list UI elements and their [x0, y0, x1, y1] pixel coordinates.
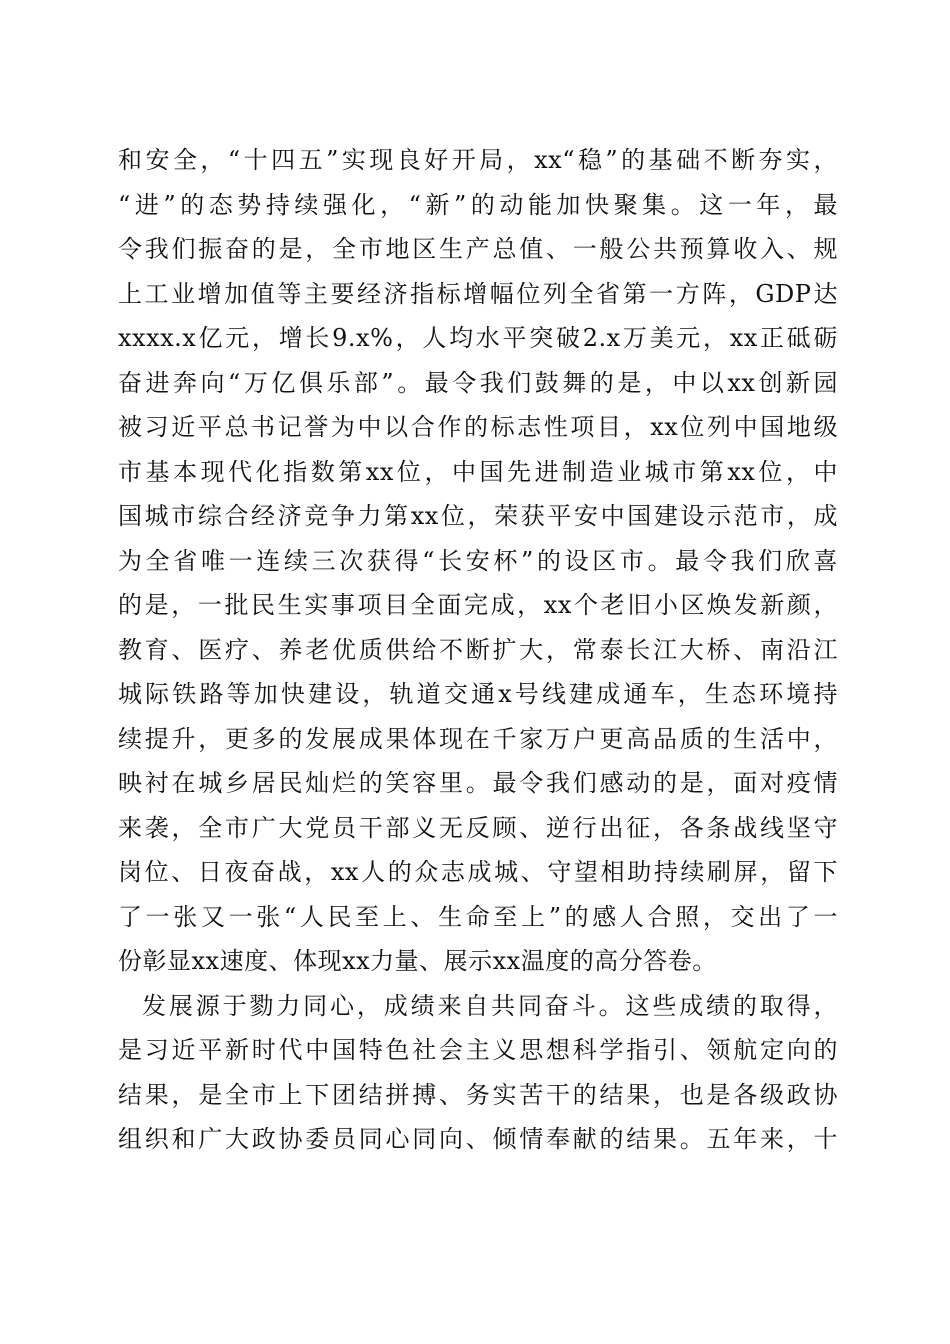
- text-line: 的是，一批民生实事项目全面完成，xx个老旧小区焕发新颜，: [118, 591, 838, 619]
- text-line: 和安全，“十四五”实现良好开局，xx“稳”的基础不断夯实，: [118, 146, 838, 174]
- text-line: 上工业增加值等主要经济指标增幅位列全省第一方阵，GDP达: [118, 279, 838, 308]
- text-line: 发展源于勠力同心，成绩来自共同奋斗。这些成绩的取得，: [142, 991, 838, 1020]
- text-line: xxxx.x亿元，增长9.x%，人均水平突破2.x万美元，xx正砥砺: [118, 324, 838, 352]
- paragraph-1: [118, 138, 838, 984]
- text-line: 是习近平新时代中国特色社会主义思想科学指引、领航定向的: [118, 1036, 838, 1064]
- body-text: [118, 138, 838, 1162]
- text-line: 份彰显xx速度、体现xx力量、展示xx温度的高分答卷。: [118, 947, 717, 975]
- text-line: 国城市综合经济竞争力第xx位，荣获平安中国建设示范市，成: [118, 502, 838, 530]
- text-line: 奋进奔向“万亿俱乐部”。最令我们鼓舞的是，中以xx创新园: [118, 368, 838, 397]
- text-line: 组织和广大政协委员同心同向、倾情奉献的结果。五年来，十: [118, 1125, 838, 1153]
- text-line: 令我们振奋的是，全市地区生产总值、一般公共预算收入、规: [118, 235, 838, 263]
- text-line: 被习近平总书记誉为中以合作的标志性项目，xx位列中国地级: [118, 413, 838, 441]
- text-line: “进”的态势持续强化，“新”的动能加快聚集。这一年，最: [118, 190, 838, 219]
- text-line: 教育、医疗、养老优质供给不断扩大，常泰长江大桥、南沿江: [118, 635, 838, 664]
- text-line: 来袭，全市广大党员干部义无反顾、逆行出征，各条战线坚守: [118, 813, 838, 842]
- text-line: 岗位、日夜奋战，xx人的众志成城、守望相助持续刷屏，留下: [118, 858, 838, 886]
- text-line: 城际铁路等加快建设，轨道交通x号线建成通车，生态环境持: [118, 680, 838, 708]
- text-line: 为全省唯一连续三次获得“长安杯”的设区市。最令我们欣喜: [118, 546, 838, 575]
- text-line: 结果，是全市上下团结拼搏、务实苦干的结果，也是各级政协: [118, 1080, 838, 1109]
- paragraph-2: [118, 984, 838, 1162]
- text-line: 映衬在城乡居民灿烂的笑容里。最令我们感动的是，面对疫情: [118, 769, 838, 797]
- text-line: 市基本现代化指数第xx位，中国先进制造业城市第xx位，中: [118, 457, 838, 486]
- text-line: 了一张又一张“人民至上、生命至上”的感人合照，交出了一: [118, 902, 838, 931]
- text-line: 续提升，更多的发展成果体现在千家万户更高品质的生活中，: [118, 724, 838, 753]
